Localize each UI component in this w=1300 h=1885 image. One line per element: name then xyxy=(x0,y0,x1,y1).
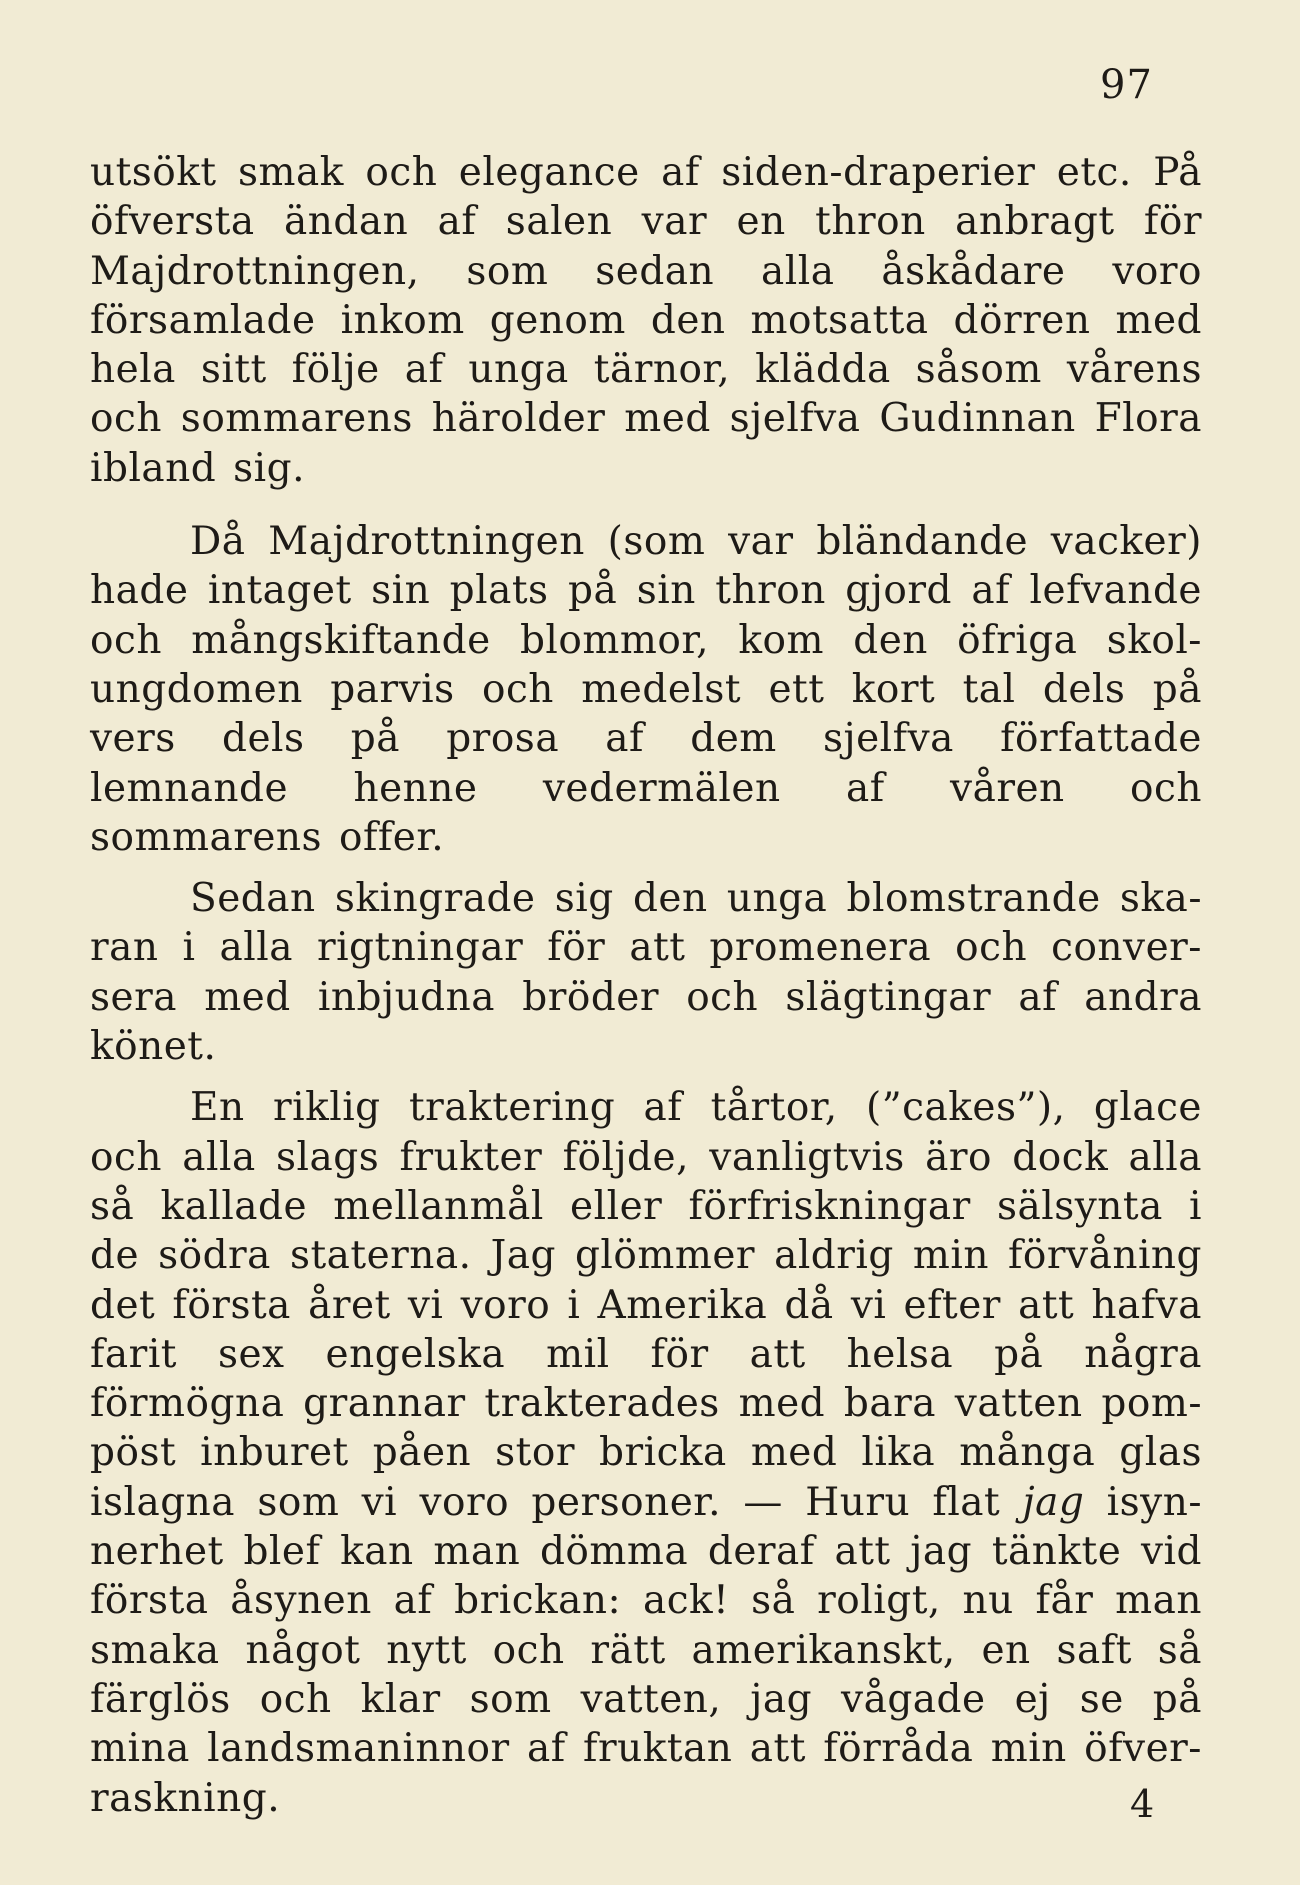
paragraph-4-part-1: En riklig traktering af tårtor, (”cakes”), glace och alla slags frukter följde, vanligtvis äro dock alla så kallade mellanmål eller förfriskningar sälsynta i de södra staterna. Jag glömmer aldrig min förvåning det första året vi voro i Amerika då vi efter att hafva farit sex engelska mil för att helsa på några förmögna grannar trakterades med bara vatten pom-pöst inburet påen stor bricka med lika många glas islagna som vi voro personer. — Huru flat xyxy=(90,1085,1202,1525)
paragraph-1: utsökt smak och elegance af siden-draperier etc. På öfversta ändan af salen var en thron anbragt för Majdrottningen, som sedan alla åskådare voro församlade inkom genom den motsatta dörren med hela sitt följe af unga tärnor, klädda såsom vårens och sommarens härolder med sjelfva Gudinnan Flora ibland sig. xyxy=(90,150,1202,491)
paragraph-4 xyxy=(90,1083,1202,1822)
emphasized-word: jag xyxy=(1022,1479,1085,1525)
signature-mark: 4 xyxy=(1130,1782,1155,1826)
paragraph-4-part-2: isyn-nerhet blef kan man dömma deraf att jag tänkte vid första åsynen af brickan: ack! så roligt, nu får man smaka något nytt och rätt amerikanskt, en saft så färglös och klar som vatten, jag vågade ej se på mina landsmaninnor af fruktan att förråda min öfver-raskning. xyxy=(90,1479,1202,1821)
paragraph-3: Sedan skingrade sig den unga blomstrande ska-ran i alla rigtningar för att promenera och conver-sera med inbjudna bröder och slägtingar af andra könet. xyxy=(90,876,1202,1070)
page-number: 97 xyxy=(1100,62,1153,108)
page-text-body xyxy=(90,148,1202,1823)
paragraph-2: Då Majdrottningen (som var bländande vacker) hade intaget sin plats på sin thron gjord af lefvande och mångskiftande blommor, kom den öfriga skol-ungdomen parvis och medelst ett kort tal dels på vers dels på prosa af dem sjelfva författade lemnande henne vedermälen af våren och sommarens offer. xyxy=(90,519,1202,860)
